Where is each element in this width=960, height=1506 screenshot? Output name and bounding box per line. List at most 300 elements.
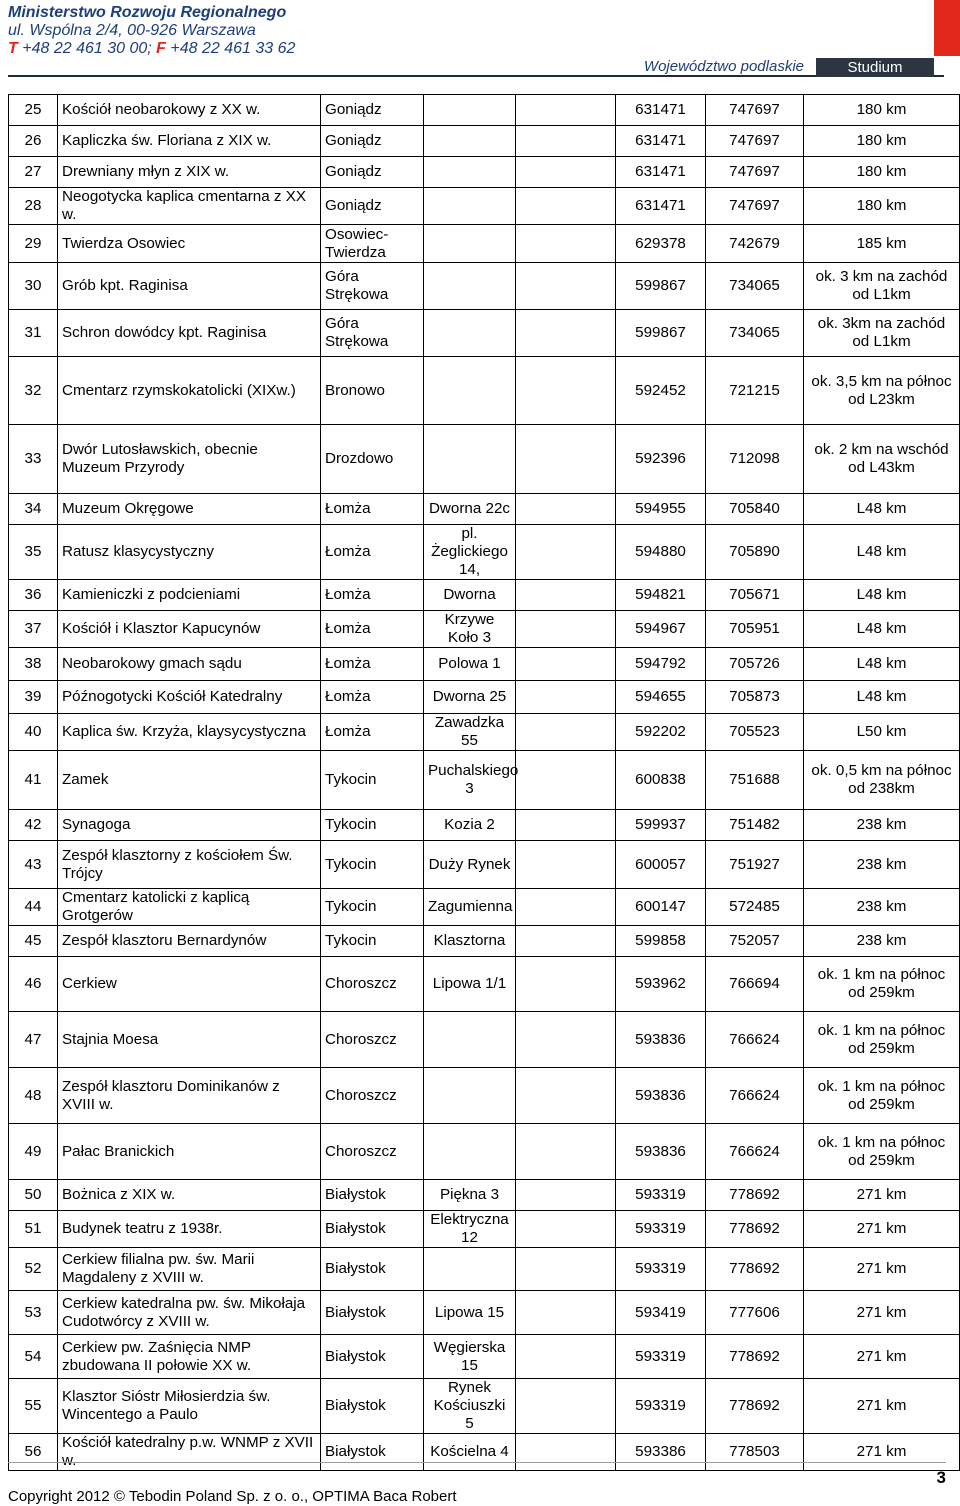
- town-name: Białystok: [321, 1335, 424, 1379]
- region-label: Województwo podlaskie: [643, 58, 804, 75]
- row-number: 54: [9, 1335, 58, 1379]
- row-number: 52: [9, 1248, 58, 1291]
- row-number: 32: [9, 357, 58, 425]
- town-name: Góra Strękowa: [321, 263, 424, 310]
- table-row: [9, 611, 960, 648]
- town-name: Tykocin: [321, 841, 424, 889]
- spacer: [516, 1180, 616, 1211]
- spacer: [516, 889, 616, 926]
- street-address: Puchalskiego 3: [424, 751, 516, 810]
- table-row: [9, 1124, 960, 1180]
- coord-x: 594955: [616, 494, 706, 525]
- coord-y: 766694: [706, 957, 804, 1012]
- table-row: [9, 841, 960, 889]
- table-row: [9, 263, 960, 310]
- table-row: [9, 357, 960, 425]
- spacer: [516, 225, 616, 263]
- table-row: [9, 225, 960, 263]
- table-row: [9, 681, 960, 714]
- table-row: [9, 889, 960, 926]
- coord-y: 721215: [706, 357, 804, 425]
- distance: 180 km: [804, 126, 960, 157]
- coord-x: 600147: [616, 889, 706, 926]
- monument-name: Kościół katedralny p.w. WNMP z XVII w.: [58, 1434, 321, 1471]
- phone-value: +48 22 461 30 00;: [22, 40, 152, 57]
- town-name: Białystok: [321, 1211, 424, 1248]
- town-name: Choroszcz: [321, 1124, 424, 1180]
- row-number: 50: [9, 1180, 58, 1211]
- row-number: 25: [9, 95, 58, 126]
- street-address: Klasztorna: [424, 926, 516, 957]
- spacer: [516, 1291, 616, 1335]
- coord-x: 593962: [616, 957, 706, 1012]
- spacer: [516, 1248, 616, 1291]
- street-address: [424, 425, 516, 494]
- distance: 271 km: [804, 1291, 960, 1335]
- row-number: 41: [9, 751, 58, 810]
- town-name: Goniądz: [321, 95, 424, 126]
- table-row: [9, 1379, 960, 1434]
- monument-name: Muzeum Okręgowe: [58, 494, 321, 525]
- org-address: ul. Wspólna 2/4, 00-926 Warszawa: [8, 22, 256, 39]
- spacer: [516, 714, 616, 751]
- coord-x: 593386: [616, 1434, 706, 1471]
- monument-name: Zamek: [58, 751, 321, 810]
- town-name: Tykocin: [321, 926, 424, 957]
- street-address: [424, 357, 516, 425]
- coord-y: 766624: [706, 1068, 804, 1124]
- row-number: 44: [9, 889, 58, 926]
- town-name: Tykocin: [321, 889, 424, 926]
- distance: ok. 3km na zachód od L1km: [804, 310, 960, 357]
- monument-name: Stajnia Moesa: [58, 1012, 321, 1068]
- coord-y: 705890: [706, 525, 804, 580]
- street-address: [424, 1012, 516, 1068]
- table-row: [9, 1248, 960, 1291]
- spacer: [516, 1124, 616, 1180]
- distance: 271 km: [804, 1248, 960, 1291]
- street-address: [424, 225, 516, 263]
- table-row: [9, 1291, 960, 1335]
- spacer: [516, 425, 616, 494]
- row-number: 56: [9, 1434, 58, 1471]
- row-number: 47: [9, 1012, 58, 1068]
- table-row: [9, 810, 960, 841]
- distance: 238 km: [804, 810, 960, 841]
- town-name: Bronowo: [321, 357, 424, 425]
- town-name: Łomża: [321, 580, 424, 611]
- coord-y: 747697: [706, 126, 804, 157]
- coord-y: 747697: [706, 95, 804, 126]
- coord-x: 631471: [616, 95, 706, 126]
- town-name: Tykocin: [321, 751, 424, 810]
- street-address: Lipowa 1/1: [424, 957, 516, 1012]
- org-phone: [8, 40, 295, 58]
- coord-y: 734065: [706, 310, 804, 357]
- town-name: Białystok: [321, 1434, 424, 1471]
- table-row: [9, 1211, 960, 1248]
- table-row: [9, 714, 960, 751]
- street-address: Zawadzka 55: [424, 714, 516, 751]
- spacer: [516, 126, 616, 157]
- monument-name: Drewniany młyn z XIX w.: [58, 157, 321, 188]
- row-number: 29: [9, 225, 58, 263]
- distance: 185 km: [804, 225, 960, 263]
- distance: ok. 3 km na zachód od L1km: [804, 263, 960, 310]
- coord-x: 593319: [616, 1379, 706, 1434]
- monument-name: Kapliczka św. Floriana z XIX w.: [58, 126, 321, 157]
- coord-y: 751688: [706, 751, 804, 810]
- table-row: [9, 1068, 960, 1124]
- street-address: [424, 1248, 516, 1291]
- coord-y: 705951: [706, 611, 804, 648]
- town-name: Choroszcz: [321, 1068, 424, 1124]
- coord-y: 778692: [706, 1211, 804, 1248]
- monument-name: Cerkiew filialna pw. św. Marii Magdaleny z XVIII w.: [58, 1248, 321, 1291]
- town-name: Tykocin: [321, 810, 424, 841]
- coord-x: 592202: [616, 714, 706, 751]
- coord-x: 594821: [616, 580, 706, 611]
- distance: ok. 1 km na północ od 259km: [804, 957, 960, 1012]
- spacer: [516, 494, 616, 525]
- coord-y: 734065: [706, 263, 804, 310]
- coord-x: 593419: [616, 1291, 706, 1335]
- street-address: pl. Żeglickiego 14,: [424, 525, 516, 580]
- spacer: [516, 926, 616, 957]
- row-number: 51: [9, 1211, 58, 1248]
- monument-name: Pałac Branickich: [58, 1124, 321, 1180]
- table-row: [9, 494, 960, 525]
- row-number: 28: [9, 188, 58, 225]
- street-address: Duży Rynek: [424, 841, 516, 889]
- row-number: 45: [9, 926, 58, 957]
- footer-rule: [8, 1462, 946, 1463]
- monument-name: Dwór Lutosławskich, obecnie Muzeum Przyrody: [58, 425, 321, 494]
- table-row: [9, 957, 960, 1012]
- table-row: [9, 310, 960, 357]
- row-number: 35: [9, 525, 58, 580]
- footer-copyright: Copyright 2012 © Tebodin Poland Sp. z o. o., OPTIMA Baca Robert: [8, 1488, 457, 1505]
- coord-x: 593836: [616, 1068, 706, 1124]
- coord-y: 705840: [706, 494, 804, 525]
- spacer: [516, 310, 616, 357]
- spacer: [516, 95, 616, 126]
- town-name: Goniądz: [321, 157, 424, 188]
- coord-y: 778692: [706, 1335, 804, 1379]
- distance: ok. 3,5 km na północ od L23km: [804, 357, 960, 425]
- town-name: Białystok: [321, 1291, 424, 1335]
- street-address: [424, 157, 516, 188]
- distance: L48 km: [804, 648, 960, 681]
- monument-name: Cerkiew pw. Zaśnięcia NMP zbudowana II połowie XX w.: [58, 1335, 321, 1379]
- monument-name: Cerkiew: [58, 957, 321, 1012]
- distance: 180 km: [804, 95, 960, 126]
- monuments-table: [8, 94, 960, 1471]
- coord-x: 594655: [616, 681, 706, 714]
- spacer: [516, 648, 616, 681]
- coord-x: 594792: [616, 648, 706, 681]
- street-address: Rynek Kościuszki 5: [424, 1379, 516, 1434]
- town-name: Białystok: [321, 1379, 424, 1434]
- monument-name: Kościół i Klasztor Kapucynów: [58, 611, 321, 648]
- coord-y: 705726: [706, 648, 804, 681]
- distance: L48 km: [804, 681, 960, 714]
- coord-x: 631471: [616, 157, 706, 188]
- monument-name: Bożnica z XIX w.: [58, 1180, 321, 1211]
- distance: 180 km: [804, 157, 960, 188]
- spacer: [516, 1335, 616, 1379]
- coord-y: 751482: [706, 810, 804, 841]
- spacer: [516, 1379, 616, 1434]
- study-label: Studium: [816, 58, 934, 77]
- row-number: 36: [9, 580, 58, 611]
- town-name: Góra Strękowa: [321, 310, 424, 357]
- row-number: 26: [9, 126, 58, 157]
- row-number: 37: [9, 611, 58, 648]
- street-address: Piękna 3: [424, 1180, 516, 1211]
- distance: 271 km: [804, 1379, 960, 1434]
- coord-y: 778692: [706, 1248, 804, 1291]
- street-address: Dworna 22c: [424, 494, 516, 525]
- monument-name: Cerkiew katedralna pw. św. Mikołaja Cudotwórcy z XVIII w.: [58, 1291, 321, 1335]
- street-address: Kozia 2: [424, 810, 516, 841]
- street-address: Dworna 25: [424, 681, 516, 714]
- coord-y: 766624: [706, 1012, 804, 1068]
- header-bar: [8, 58, 944, 77]
- distance: ok. 1 km na północ od 259km: [804, 1068, 960, 1124]
- coord-x: 593319: [616, 1211, 706, 1248]
- street-address: Elektryczna 12: [424, 1211, 516, 1248]
- coord-y: 778503: [706, 1434, 804, 1471]
- spacer: [516, 1068, 616, 1124]
- brand-red-box: [934, 0, 960, 56]
- monument-name: Zespół klasztoru Dominikanów z XVIII w.: [58, 1068, 321, 1124]
- spacer: [516, 957, 616, 1012]
- street-address: Zagumienna: [424, 889, 516, 926]
- coord-x: 631471: [616, 126, 706, 157]
- monument-name: Kaplica św. Krzyża, klaysycystyczna: [58, 714, 321, 751]
- monument-name: Ratusz klasycystyczny: [58, 525, 321, 580]
- table-row: [9, 648, 960, 681]
- spacer: [516, 1434, 616, 1471]
- coord-y: 705671: [706, 580, 804, 611]
- phone-label: T: [8, 40, 18, 57]
- table-row: [9, 425, 960, 494]
- street-address: [424, 188, 516, 225]
- distance: ok. 0,5 km na północ od 238km: [804, 751, 960, 810]
- town-name: Białystok: [321, 1248, 424, 1291]
- coord-x: 593319: [616, 1248, 706, 1291]
- table-row: [9, 157, 960, 188]
- row-number: 33: [9, 425, 58, 494]
- coord-y: 705873: [706, 681, 804, 714]
- table-row: [9, 95, 960, 126]
- fax-value: +48 22 461 33 62: [170, 40, 296, 57]
- monument-name: Zespół klasztorny z kościołem Św. Trójcy: [58, 841, 321, 889]
- town-name: Białystok: [321, 1180, 424, 1211]
- street-address: Lipowa 15: [424, 1291, 516, 1335]
- town-name: Choroszcz: [321, 957, 424, 1012]
- distance: 238 km: [804, 889, 960, 926]
- table-row: [9, 188, 960, 225]
- distance: 180 km: [804, 188, 960, 225]
- monument-name: Cmentarz katolicki z kaplicą Grotgerów: [58, 889, 321, 926]
- street-address: [424, 310, 516, 357]
- monument-name: Neobarokowy gmach sądu: [58, 648, 321, 681]
- street-address: Dworna: [424, 580, 516, 611]
- table-row: [9, 1012, 960, 1068]
- town-name: Osowiec-Twierdza: [321, 225, 424, 263]
- coord-x: 593836: [616, 1012, 706, 1068]
- distance: L48 km: [804, 611, 960, 648]
- coord-x: 592452: [616, 357, 706, 425]
- row-number: 27: [9, 157, 58, 188]
- coord-x: 599937: [616, 810, 706, 841]
- row-number: 53: [9, 1291, 58, 1335]
- spacer: [516, 357, 616, 425]
- distance: L48 km: [804, 494, 960, 525]
- distance: ok. 1 km na północ od 259km: [804, 1012, 960, 1068]
- coord-y: 705523: [706, 714, 804, 751]
- coord-y: 572485: [706, 889, 804, 926]
- table-row: [9, 580, 960, 611]
- street-address: [424, 263, 516, 310]
- distance: 238 km: [804, 841, 960, 889]
- street-address: Kościelna 4: [424, 1434, 516, 1471]
- monument-name: Budynek teatru z 1938r.: [58, 1211, 321, 1248]
- coord-y: 751927: [706, 841, 804, 889]
- town-name: Goniądz: [321, 188, 424, 225]
- distance: 271 km: [804, 1335, 960, 1379]
- coord-x: 631471: [616, 188, 706, 225]
- table-row: [9, 926, 960, 957]
- street-address: Węgierska 15: [424, 1335, 516, 1379]
- table-row: [9, 1434, 960, 1471]
- monument-name: Grób kpt. Raginisa: [58, 263, 321, 310]
- town-name: Łomża: [321, 494, 424, 525]
- coord-y: 742679: [706, 225, 804, 263]
- spacer: [516, 1211, 616, 1248]
- distance: ok. 2 km na wschód od L43km: [804, 425, 960, 494]
- row-number: 49: [9, 1124, 58, 1180]
- street-address: [424, 1068, 516, 1124]
- coord-x: 593319: [616, 1335, 706, 1379]
- town-name: Łomża: [321, 648, 424, 681]
- street-address: [424, 1124, 516, 1180]
- table-row: [9, 1335, 960, 1379]
- monument-name: Kościół neobarokowy z XX w.: [58, 95, 321, 126]
- spacer: [516, 157, 616, 188]
- row-number: 34: [9, 494, 58, 525]
- coord-x: 592396: [616, 425, 706, 494]
- row-number: 30: [9, 263, 58, 310]
- spacer: [516, 810, 616, 841]
- town-name: Łomża: [321, 611, 424, 648]
- spacer: [516, 751, 616, 810]
- distance: 271 km: [804, 1180, 960, 1211]
- distance: L50 km: [804, 714, 960, 751]
- spacer: [516, 580, 616, 611]
- page-number: 3: [936, 1468, 946, 1487]
- coord-y: 712098: [706, 425, 804, 494]
- coord-y: 778692: [706, 1180, 804, 1211]
- row-number: 43: [9, 841, 58, 889]
- spacer: [516, 681, 616, 714]
- spacer: [516, 611, 616, 648]
- header-block: [8, 4, 295, 58]
- coord-x: 599867: [616, 310, 706, 357]
- spacer: [516, 263, 616, 310]
- coord-x: 594967: [616, 611, 706, 648]
- spacer: [516, 188, 616, 225]
- coord-x: 600057: [616, 841, 706, 889]
- coord-x: 629378: [616, 225, 706, 263]
- coord-x: 594880: [616, 525, 706, 580]
- spacer: [516, 525, 616, 580]
- table-row: [9, 126, 960, 157]
- table-row: [9, 751, 960, 810]
- monument-name: Twierdza Osowiec: [58, 225, 321, 263]
- town-name: Drozdowo: [321, 425, 424, 494]
- monument-name: Późnogotycki Kościół Katedralny: [58, 681, 321, 714]
- street-address: Krzywe Koło 3: [424, 611, 516, 648]
- org-name: Ministerstwo Rozwoju Regionalnego: [8, 4, 287, 21]
- distance: L48 km: [804, 580, 960, 611]
- street-address: Polowa 1: [424, 648, 516, 681]
- row-number: 48: [9, 1068, 58, 1124]
- coord-y: 766624: [706, 1124, 804, 1180]
- spacer: [516, 841, 616, 889]
- row-number: 42: [9, 810, 58, 841]
- monument-name: Cmentarz rzymskokatolicki (XIXw.): [58, 357, 321, 425]
- row-number: 55: [9, 1379, 58, 1434]
- distance: 271 km: [804, 1434, 960, 1471]
- town-name: Łomża: [321, 714, 424, 751]
- street-address: [424, 95, 516, 126]
- row-number: 38: [9, 648, 58, 681]
- fax-label: F: [156, 40, 166, 57]
- coord-x: 599867: [616, 263, 706, 310]
- coord-x: 593319: [616, 1180, 706, 1211]
- monument-name: Zespół klasztoru Bernardynów: [58, 926, 321, 957]
- town-name: Łomża: [321, 681, 424, 714]
- coord-y: 777606: [706, 1291, 804, 1335]
- row-number: 46: [9, 957, 58, 1012]
- monument-name: Schron dowódcy kpt. Raginisa: [58, 310, 321, 357]
- coord-x: 600838: [616, 751, 706, 810]
- distance: ok. 1 km na północ od 259km: [804, 1124, 960, 1180]
- coord-x: 599858: [616, 926, 706, 957]
- distance: L48 km: [804, 525, 960, 580]
- street-address: [424, 126, 516, 157]
- distance: 271 km: [804, 1211, 960, 1248]
- table-row: [9, 525, 960, 580]
- monument-name: Neogotycka kaplica cmentarna z XX w.: [58, 188, 321, 225]
- monument-name: Klasztor Sióstr Miłosierdzia św. Wincentego a Paulo: [58, 1379, 321, 1434]
- distance: 238 km: [804, 926, 960, 957]
- monument-name: Kamieniczki z podcieniami: [58, 580, 321, 611]
- town-name: Łomża: [321, 525, 424, 580]
- coord-y: 747697: [706, 157, 804, 188]
- row-number: 40: [9, 714, 58, 751]
- coord-y: 747697: [706, 188, 804, 225]
- row-number: 39: [9, 681, 58, 714]
- table-row: [9, 1180, 960, 1211]
- monument-name: Synagoga: [58, 810, 321, 841]
- town-name: Choroszcz: [321, 1012, 424, 1068]
- coord-y: 752057: [706, 926, 804, 957]
- spacer: [516, 1012, 616, 1068]
